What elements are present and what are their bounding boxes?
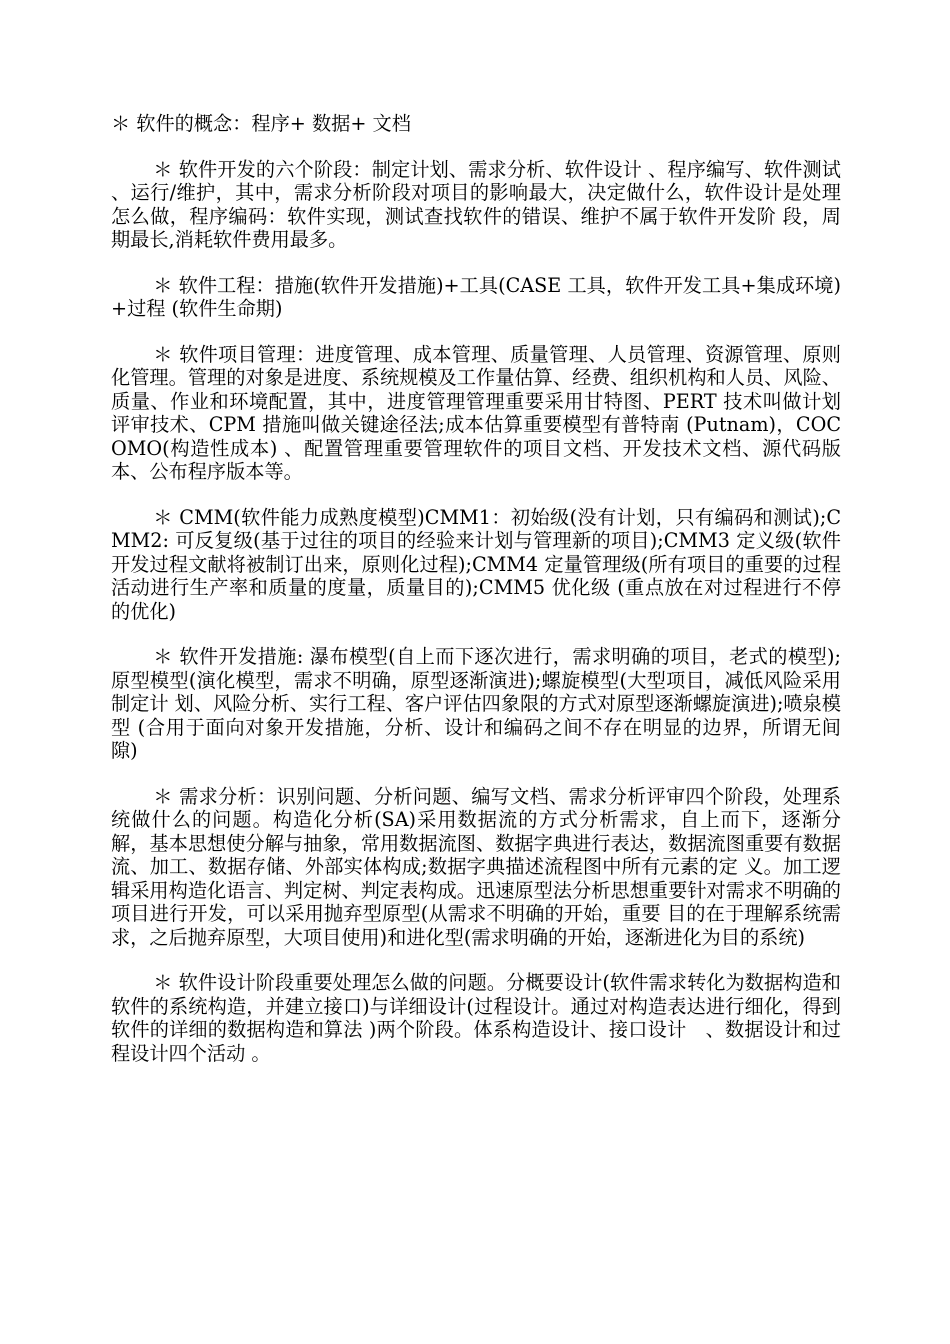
paragraph-gap: [111, 136, 841, 158]
paragraph-development-stages: ＊ 软件开发的六个阶段：制定计划、需求分析、软件设计 、程序编写、软件测试 、运行/维护，其中，需求分析阶段对项目的影响最大，决定做什么，软件设计是处理怎么做，程序编码：软件实现，测试查找软件的错误、维护不属于软件开发阶 段，周期最长,消耗软件费用最多。: [111, 157, 848, 251]
paragraph-gap: [111, 484, 841, 506]
paragraph-gap: [111, 949, 841, 971]
paragraph-requirements-analysis: ＊ 需求分析：识别问题、分析问题、编写文档、需求分析评审四个阶段，处理系统做什么的问题。构造化分析(SA)采用数据流的方式分析需求，自上而下，逐渐分 解，基本思想使分解与抽象，常用数据流图、数据字典进行表达，数据流图重要有数据流、加工、数据存储、外部实体构成;数据字典描述流程图中所有元素的定 义。加工逻辑采用构造化语言、判定树、判定表构成。迅速原型法分析思想重要针对需求不明确的项目进行开发，可以采用抛弃型原型(从需求不明确的开始，重要 目的在于理解系统需求，之后抛弃原型，大项目使用)和进化型(需求明确的开始，逐渐进化为目的系统): [111, 784, 848, 949]
paragraph-development-methods: ＊ 软件开发措施: 瀑布模型(自上而下逐次进行，需求明确的项目，老式的模型);原型模型(演化模型，需求不明确，原型逐渐演进);螺旋模型(大型项目，减低风险采用制定计 划、风险分析、实行工程、客户评估四象限的方式对原型逐渐螺旋演进);喷泉模型 (合用于面向对象开发措施，分析、设计和编码之间不存在明显的边界，所谓无间隙): [111, 645, 841, 762]
paragraph-gap: [111, 252, 841, 274]
paragraph-cmm: ＊ CMM(软件能力成熟度模型)CMM1：初始级(没有计划，只有编码和测试);CMM2: 可反复级(基于过往的项目的经验来计划与管理新的项目);CMM3 定义级(软件开发过程文献将被制订出来，原则化过程);CMM4 定量管理级(所有项目的重要的过程活动进行生产率和质量的度量，质量目的);CMM5 优化级 (重点放在对过程进行不停的优化): [111, 505, 841, 623]
document-body: [111, 112, 848, 1065]
paragraph-software-concept: ＊ 软件的概念：程序+ 数据+ 文档: [111, 112, 411, 135]
paragraph-project-management: ＊ 软件项目管理：进度管理、成本管理、质量管理、人员管理、资源管理、原则化管理。管理的对象是进度、系统规模及工作量估算、经费、组织机构和人员、风险、 质量、作业和环境配置，其中，进度管理管理重要采用甘特图、PERT 技术叫做计划评审技术、CPM 措施叫做关键途径法;成本估算重要模型有普特南 (Putnam)，COCOMO(构造性成本) 、配置管理重要管理软件的项目文档、开发技术文档、源代码版本、公布程序版本等。: [111, 342, 848, 483]
paragraph-gap: [111, 321, 841, 343]
paragraph-gap: [111, 623, 841, 645]
paragraph-software-engineering: ＊ 软件工程：措施(软件开发措施)+工具(CASE 工具，软件开发工具+集成环境)+过程 (软件生命期): [111, 273, 841, 320]
paragraph-software-design: ＊ 软件设计阶段重要处理怎么做的问题。分概要设计(软件需求转化为数据构造和软件的系统构造，并建立接口)与详细设计(过程设计。通过对构造表达进行细化，得到软件的详细的数据构造和算法 )两个阶段。体系构造设计、接口设计 、数据设计和过程设计四个活动 。: [111, 971, 841, 1065]
paragraph-gap: [111, 763, 841, 785]
